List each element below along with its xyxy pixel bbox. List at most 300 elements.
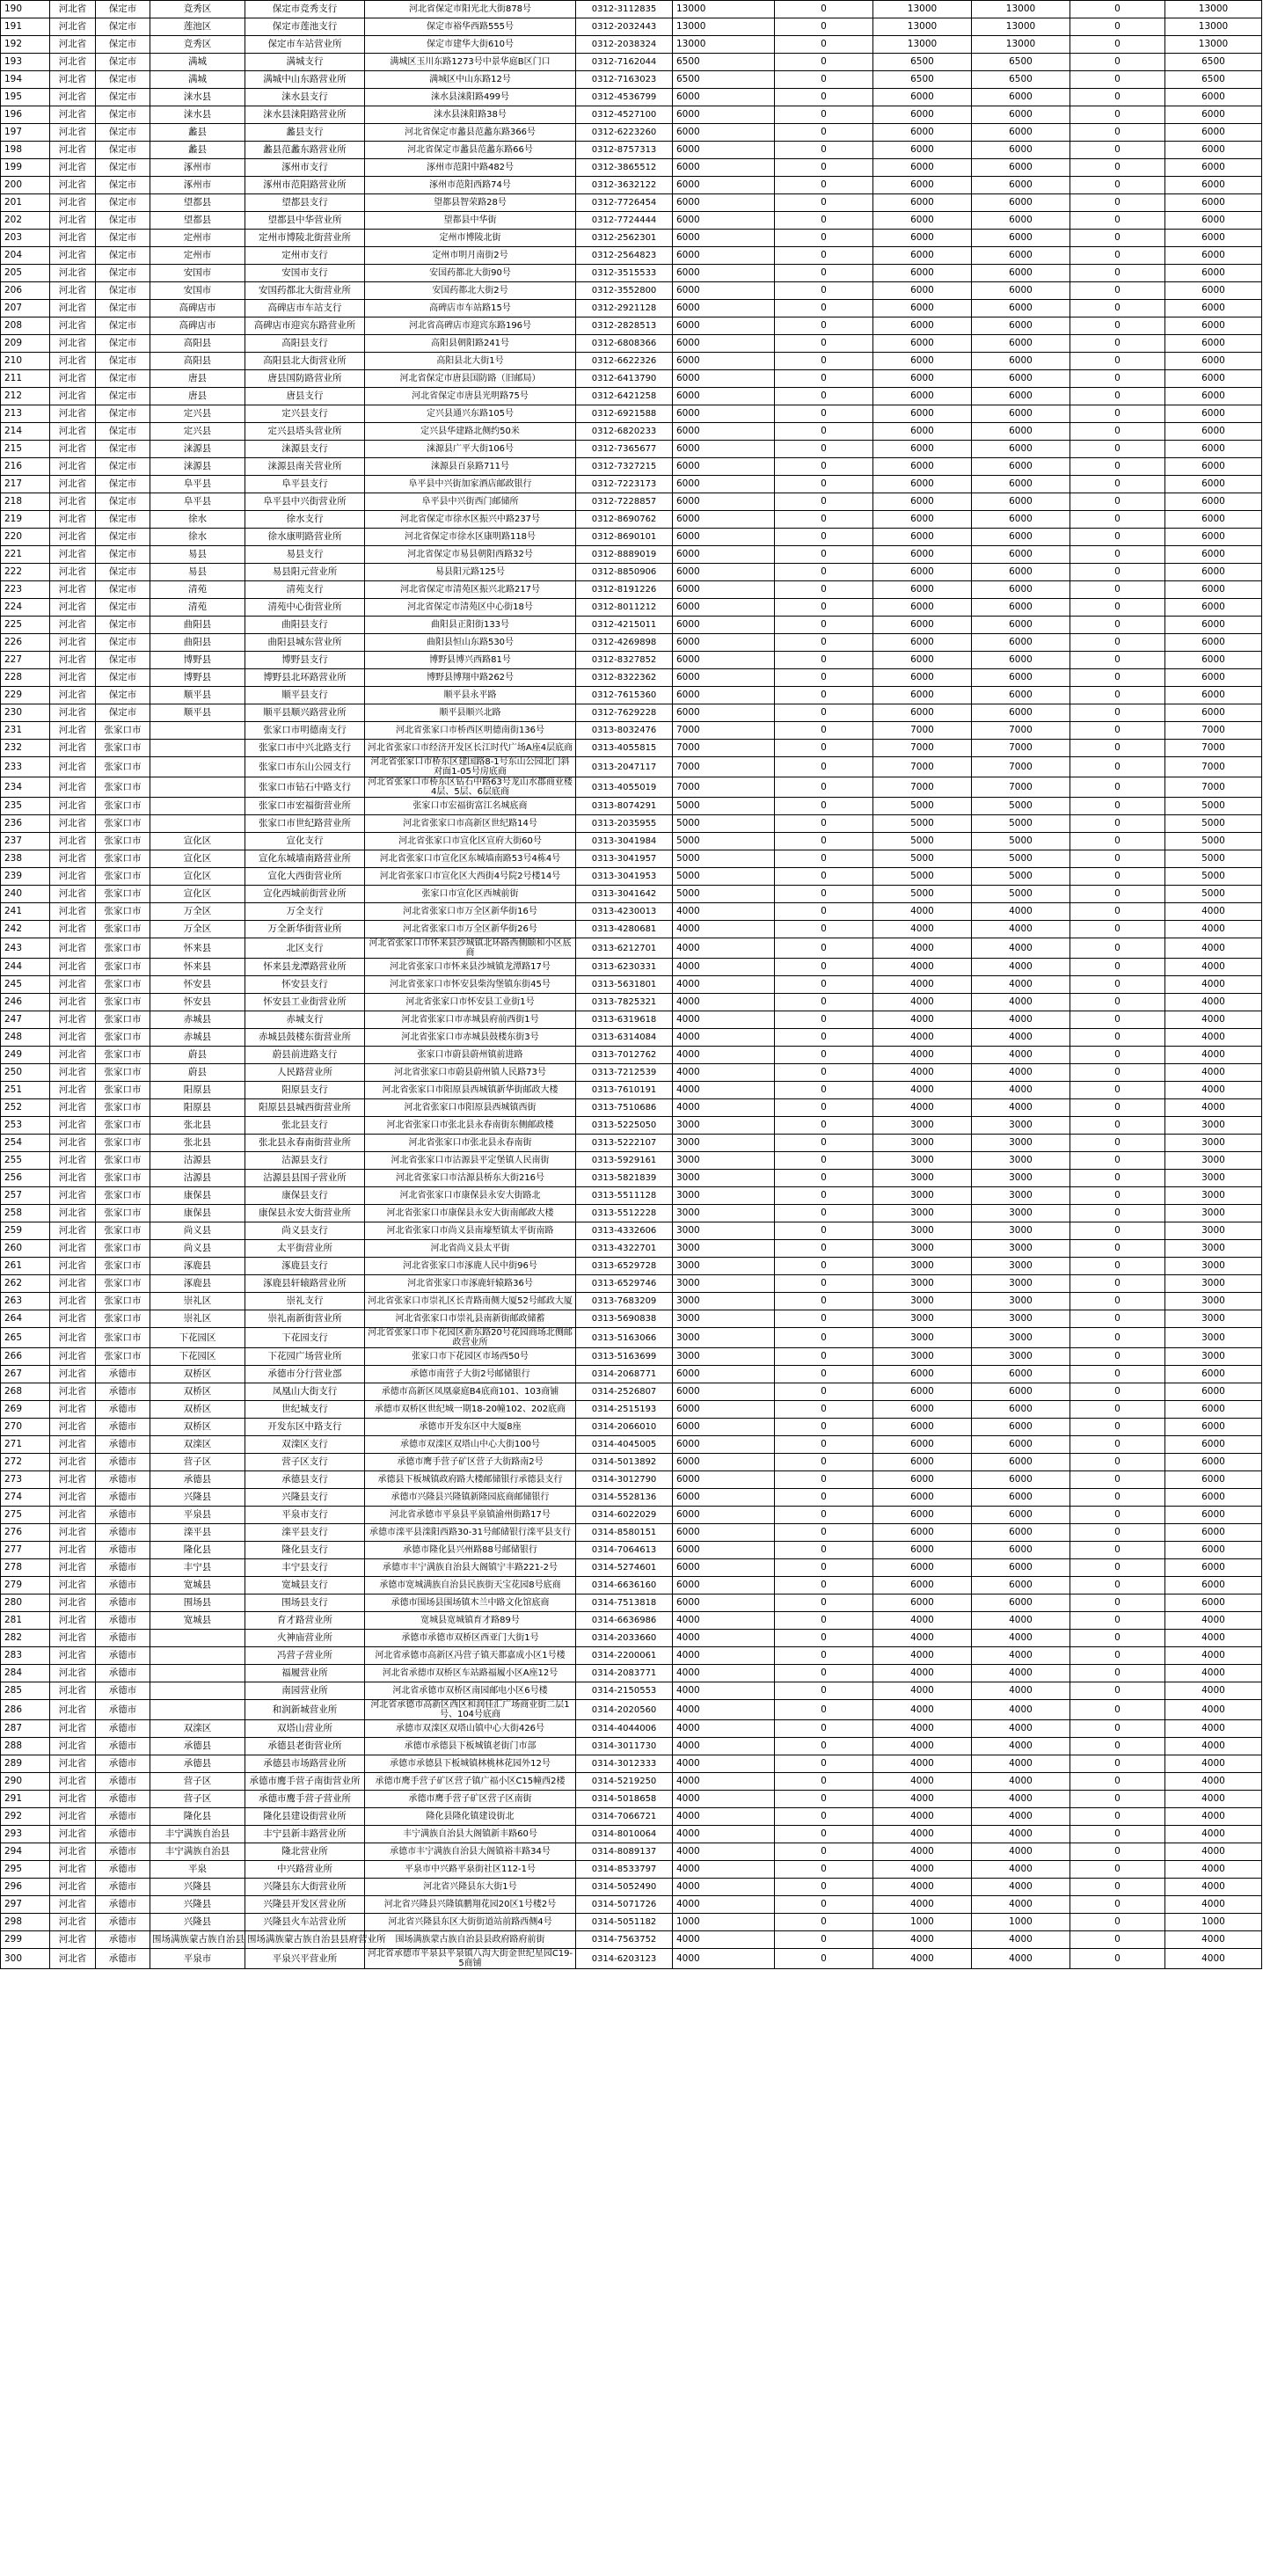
amount-e-cell: 0 <box>1070 493 1165 511</box>
address-cell: 河北省保定市徐水区振兴中路237号 <box>365 511 576 529</box>
amount-e-cell: 0 <box>1070 994 1165 1011</box>
amount-c-cell: 5000 <box>873 886 972 903</box>
table-row <box>1 1612 1262 1630</box>
address-cell: 河北省张家口市怀安县工业街1号 <box>365 994 576 1011</box>
province-cell: 河北省 <box>50 938 96 959</box>
branch-name-cell: 易县支行 <box>245 546 365 564</box>
phone-cell: 0314-6636160 <box>576 1577 673 1594</box>
branch-name-cell: 下花园广场营业所 <box>245 1348 365 1366</box>
province-cell: 河北省 <box>50 1348 96 1366</box>
amount-b-cell: 0 <box>775 722 873 740</box>
city-cell: 保定市 <box>96 564 150 581</box>
amount-e-cell: 0 <box>1070 617 1165 634</box>
amount-f-cell: 4000 <box>1165 959 1262 976</box>
city-cell: 承德市 <box>96 1720 150 1738</box>
phone-cell: 0314-2515193 <box>576 1401 673 1419</box>
amount-d-cell: 5000 <box>972 833 1070 850</box>
district-cell: 营子区 <box>150 1791 245 1808</box>
amount-c-cell: 7000 <box>873 740 972 757</box>
amount-e-cell: 0 <box>1070 976 1165 994</box>
amount-b-cell: 0 <box>775 493 873 511</box>
province-cell: 河北省 <box>50 1293 96 1310</box>
row-number-cell: 263 <box>1 1293 50 1310</box>
branch-name-cell: 北区支行 <box>245 938 365 959</box>
amount-b-cell: 0 <box>775 976 873 994</box>
row-number-cell: 270 <box>1 1419 50 1436</box>
phone-cell: 0314-3012333 <box>576 1755 673 1773</box>
amount-b-cell: 0 <box>775 798 873 815</box>
row-number-cell: 300 <box>1 1949 50 1969</box>
amount-b-cell: 0 <box>775 230 873 247</box>
row-number-cell: 221 <box>1 546 50 564</box>
province-cell: 河北省 <box>50 194 96 212</box>
amount-b-cell: 0 <box>775 1755 873 1773</box>
address-cell: 承德市开发东区中大厦8座 <box>365 1419 576 1436</box>
amount-a-cell: 6000 <box>673 124 775 142</box>
address-cell: 河北省兴隆县东大街1号 <box>365 1879 576 1896</box>
city-cell: 张家口市 <box>96 1310 150 1328</box>
branch-name-cell: 阳原县支行 <box>245 1082 365 1099</box>
amount-b-cell: 0 <box>775 903 873 921</box>
amount-b-cell: 0 <box>775 599 873 617</box>
row-number-cell: 267 <box>1 1366 50 1383</box>
table-row <box>1 1700 1262 1720</box>
phone-cell: 0313-7510686 <box>576 1099 673 1117</box>
province-cell: 河北省 <box>50 1738 96 1755</box>
amount-c-cell: 6000 <box>873 282 972 300</box>
city-cell: 保定市 <box>96 687 150 704</box>
row-number-cell: 296 <box>1 1879 50 1896</box>
phone-cell: 0312-6421258 <box>576 388 673 405</box>
province-cell: 河北省 <box>50 159 96 177</box>
row-number-cell: 266 <box>1 1348 50 1366</box>
phone-cell: 0312-3112835 <box>576 1 673 18</box>
amount-e-cell: 0 <box>1070 230 1165 247</box>
branch-name-cell: 兴隆县支行 <box>245 1489 365 1507</box>
amount-e-cell: 0 <box>1070 903 1165 921</box>
phone-cell: 0313-4055019 <box>576 777 673 798</box>
district-cell <box>150 1665 245 1682</box>
district-cell <box>150 815 245 833</box>
amount-b-cell: 0 <box>775 353 873 370</box>
amount-e-cell: 0 <box>1070 177 1165 194</box>
amount-b-cell: 0 <box>775 1914 873 1931</box>
amount-b-cell: 0 <box>775 1843 873 1861</box>
amount-c-cell: 3000 <box>873 1275 972 1293</box>
district-cell: 阜平县 <box>150 476 245 493</box>
amount-b-cell: 0 <box>775 1401 873 1419</box>
address-cell: 顺平县顺兴北路 <box>365 704 576 722</box>
amount-b-cell: 0 <box>775 511 873 529</box>
city-cell: 承德市 <box>96 1594 150 1612</box>
amount-e-cell: 0 <box>1070 36 1165 54</box>
amount-e-cell: 0 <box>1070 1240 1165 1258</box>
table-row <box>1 704 1262 722</box>
amount-e-cell: 0 <box>1070 868 1165 886</box>
table-row <box>1 1222 1262 1240</box>
district-cell: 涿州市 <box>150 177 245 194</box>
phone-cell: 0313-7212539 <box>576 1064 673 1082</box>
province-cell: 河北省 <box>50 1328 96 1348</box>
amount-e-cell: 0 <box>1070 1471 1165 1489</box>
city-cell: 张家口市 <box>96 722 150 740</box>
amount-d-cell: 6000 <box>972 1559 1070 1577</box>
district-cell: 定州市 <box>150 247 245 265</box>
amount-a-cell: 3000 <box>673 1293 775 1310</box>
address-cell: 定州市明月南街2号 <box>365 247 576 265</box>
province-cell: 河北省 <box>50 1489 96 1507</box>
row-number-cell: 211 <box>1 370 50 388</box>
address-cell: 顺平县永平路 <box>365 687 576 704</box>
branch-name-cell: 宣化大西街营业所 <box>245 868 365 886</box>
province-cell: 河北省 <box>50 1700 96 1720</box>
province-cell: 河北省 <box>50 1949 96 1969</box>
city-cell: 保定市 <box>96 247 150 265</box>
amount-e-cell: 0 <box>1070 687 1165 704</box>
amount-c-cell: 4000 <box>873 1896 972 1914</box>
city-cell: 保定市 <box>96 634 150 652</box>
row-number-cell: 216 <box>1 458 50 476</box>
phone-cell: 0312-2032443 <box>576 18 673 36</box>
province-cell: 河北省 <box>50 1401 96 1419</box>
province-cell: 河北省 <box>50 1896 96 1914</box>
district-cell: 赤城县 <box>150 1011 245 1029</box>
amount-b-cell: 0 <box>775 1489 873 1507</box>
amount-b-cell: 0 <box>775 1099 873 1117</box>
amount-f-cell: 7000 <box>1165 740 1262 757</box>
row-number-cell: 204 <box>1 247 50 265</box>
amount-d-cell: 6000 <box>972 1401 1070 1419</box>
city-cell: 张家口市 <box>96 1205 150 1222</box>
amount-f-cell: 4000 <box>1165 1665 1262 1682</box>
phone-cell: 0312-4269898 <box>576 634 673 652</box>
amount-c-cell: 6500 <box>873 54 972 71</box>
amount-f-cell: 3000 <box>1165 1170 1262 1187</box>
amount-b-cell: 0 <box>775 669 873 687</box>
branch-name-cell: 顺平县顺兴路营业所 <box>245 704 365 722</box>
phone-cell: 0312-8889019 <box>576 546 673 564</box>
amount-b-cell: 0 <box>775 1064 873 1082</box>
branch-name-cell: 徐水支行 <box>245 511 365 529</box>
amount-e-cell: 0 <box>1070 142 1165 159</box>
city-cell: 保定市 <box>96 704 150 722</box>
row-number-cell: 198 <box>1 142 50 159</box>
province-cell: 河北省 <box>50 757 96 777</box>
row-number-cell: 241 <box>1 903 50 921</box>
table-row <box>1 1258 1262 1275</box>
branch-name-cell: 宣化支行 <box>245 833 365 850</box>
branch-name-cell: 满城中山东路营业所 <box>245 71 365 89</box>
amount-a-cell: 4000 <box>673 1896 775 1914</box>
address-cell: 河北省张家口市阳原县西城镇新华街邮政大楼 <box>365 1082 576 1099</box>
amount-b-cell: 0 <box>775 1507 873 1524</box>
amount-b-cell: 0 <box>775 300 873 317</box>
row-number-cell: 233 <box>1 757 50 777</box>
address-cell: 承德市丰宁满族自治县大阁镇宁丰路221-2号 <box>365 1559 576 1577</box>
amount-a-cell: 6000 <box>673 1436 775 1454</box>
amount-d-cell: 4000 <box>972 1047 1070 1064</box>
province-cell: 河北省 <box>50 247 96 265</box>
phone-cell: 0314-6203123 <box>576 1949 673 1969</box>
row-number-cell: 246 <box>1 994 50 1011</box>
amount-c-cell: 6000 <box>873 493 972 511</box>
amount-f-cell: 6000 <box>1165 230 1262 247</box>
city-cell: 保定市 <box>96 212 150 230</box>
phone-cell: 0313-4322701 <box>576 1240 673 1258</box>
district-cell: 顺平县 <box>150 704 245 722</box>
amount-a-cell: 6000 <box>673 1383 775 1401</box>
table-row <box>1 71 1262 89</box>
address-cell: 涞源县百泉路711号 <box>365 458 576 476</box>
branch-name-cell: 福履营业所 <box>245 1665 365 1682</box>
address-cell: 河北省张家口市怀来县沙城镇北环路西侧颐和小区底商 <box>365 938 576 959</box>
row-number-cell: 210 <box>1 353 50 370</box>
city-cell: 保定市 <box>96 265 150 282</box>
amount-d-cell: 7000 <box>972 740 1070 757</box>
district-cell: 承德县 <box>150 1738 245 1755</box>
district-cell: 易县 <box>150 546 245 564</box>
table-row <box>1 1755 1262 1773</box>
table-row <box>1 1170 1262 1187</box>
amount-a-cell: 3000 <box>673 1275 775 1293</box>
amount-f-cell: 4000 <box>1165 1720 1262 1738</box>
amount-e-cell: 0 <box>1070 1 1165 18</box>
row-number-cell: 200 <box>1 177 50 194</box>
province-cell: 河北省 <box>50 106 96 124</box>
city-cell: 张家口市 <box>96 1029 150 1047</box>
amount-e-cell: 0 <box>1070 1275 1165 1293</box>
amount-d-cell: 4000 <box>972 921 1070 938</box>
district-cell: 营子区 <box>150 1454 245 1471</box>
city-cell: 保定市 <box>96 370 150 388</box>
amount-b-cell: 0 <box>775 1047 873 1064</box>
city-cell: 承德市 <box>96 1682 150 1700</box>
amount-d-cell: 6000 <box>972 476 1070 493</box>
city-cell: 张家口市 <box>96 868 150 886</box>
row-number-cell: 299 <box>1 1931 50 1949</box>
amount-e-cell: 0 <box>1070 1064 1165 1082</box>
amount-c-cell: 6000 <box>873 1383 972 1401</box>
amount-a-cell: 4000 <box>673 1755 775 1773</box>
amount-d-cell: 4000 <box>972 1843 1070 1861</box>
amount-f-cell: 6000 <box>1165 423 1262 441</box>
phone-cell: 0312-3632122 <box>576 177 673 194</box>
city-cell: 保定市 <box>96 142 150 159</box>
table-row <box>1 1949 1262 1969</box>
phone-cell: 0312-8690762 <box>576 511 673 529</box>
table-row <box>1 1879 1262 1896</box>
district-cell: 丰宁县 <box>150 1559 245 1577</box>
amount-a-cell: 6000 <box>673 282 775 300</box>
amount-c-cell: 6000 <box>873 546 972 564</box>
branch-name-cell: 阜平县中兴街营业所 <box>245 493 365 511</box>
city-cell: 承德市 <box>96 1914 150 1931</box>
amount-c-cell: 4000 <box>873 1647 972 1665</box>
province-cell: 河北省 <box>50 1791 96 1808</box>
city-cell: 保定市 <box>96 159 150 177</box>
phone-cell: 0314-6636986 <box>576 1612 673 1630</box>
city-cell: 张家口市 <box>96 850 150 868</box>
phone-cell: 0313-5222107 <box>576 1135 673 1152</box>
table-row <box>1 1773 1262 1791</box>
row-number-cell: 222 <box>1 564 50 581</box>
branch-name-cell: 康保县支行 <box>245 1187 365 1205</box>
amount-e-cell: 0 <box>1070 850 1165 868</box>
amount-f-cell: 6000 <box>1165 1507 1262 1524</box>
amount-b-cell: 0 <box>775 405 873 423</box>
district-cell <box>150 777 245 798</box>
phone-cell: 0314-8010064 <box>576 1826 673 1843</box>
amount-e-cell: 0 <box>1070 1401 1165 1419</box>
row-number-cell: 272 <box>1 1454 50 1471</box>
address-cell: 涞水县涞阳路38号 <box>365 106 576 124</box>
phone-cell: 0314-2526807 <box>576 1383 673 1401</box>
district-cell: 唐县 <box>150 388 245 405</box>
province-cell: 河北省 <box>50 798 96 815</box>
amount-a-cell: 7000 <box>673 757 775 777</box>
amount-e-cell: 0 <box>1070 1454 1165 1471</box>
amount-a-cell: 6000 <box>673 1524 775 1542</box>
phone-cell: 0312-4527100 <box>576 106 673 124</box>
amount-e-cell: 0 <box>1070 1559 1165 1577</box>
amount-a-cell: 5000 <box>673 815 775 833</box>
amount-f-cell: 6000 <box>1165 1419 1262 1436</box>
amount-d-cell: 6000 <box>972 1454 1070 1471</box>
address-cell: 河北省保定市蠡县范蠡东路66号 <box>365 142 576 159</box>
province-cell: 河北省 <box>50 1630 96 1647</box>
phone-cell: 0314-5013892 <box>576 1454 673 1471</box>
amount-c-cell: 6000 <box>873 652 972 669</box>
branch-name-cell: 沽源县支行 <box>245 1152 365 1170</box>
amount-f-cell: 4000 <box>1165 1949 1262 1969</box>
address-cell: 承德市承德县下板城镇老街门市部 <box>365 1738 576 1755</box>
table-row <box>1 1559 1262 1577</box>
amount-b-cell: 0 <box>775 652 873 669</box>
branch-name-cell: 定兴县支行 <box>245 405 365 423</box>
city-cell: 保定市 <box>96 89 150 106</box>
amount-e-cell: 0 <box>1070 1328 1165 1348</box>
table-row <box>1 1205 1262 1222</box>
row-number-cell: 242 <box>1 921 50 938</box>
amount-b-cell: 0 <box>775 106 873 124</box>
amount-e-cell: 0 <box>1070 106 1165 124</box>
amount-f-cell: 6000 <box>1165 1471 1262 1489</box>
amount-d-cell: 6000 <box>972 669 1070 687</box>
city-cell: 保定市 <box>96 493 150 511</box>
amount-b-cell: 0 <box>775 1310 873 1328</box>
branch-name-cell: 张北县支行 <box>245 1117 365 1135</box>
address-cell: 河北省张家口市康保县永安大街路北 <box>365 1187 576 1205</box>
branch-name-cell: 宣化西城前街营业所 <box>245 886 365 903</box>
amount-d-cell: 6000 <box>972 159 1070 177</box>
table-row <box>1 959 1262 976</box>
row-number-cell: 239 <box>1 868 50 886</box>
amount-c-cell: 5000 <box>873 868 972 886</box>
branch-name-cell: 承德市鹰手营子营业所 <box>245 1791 365 1808</box>
city-cell: 承德市 <box>96 1383 150 1401</box>
amount-b-cell: 0 <box>775 529 873 546</box>
row-number-cell: 275 <box>1 1507 50 1524</box>
amount-d-cell: 4000 <box>972 1949 1070 1969</box>
table-row <box>1 423 1262 441</box>
row-number-cell: 251 <box>1 1082 50 1099</box>
table-row <box>1 757 1262 777</box>
amount-e-cell: 0 <box>1070 1700 1165 1720</box>
city-cell: 保定市 <box>96 194 150 212</box>
branch-name-cell: 高碑店市迎宾东路营业所 <box>245 317 365 335</box>
province-cell: 河北省 <box>50 71 96 89</box>
address-cell: 河北省张家口市桥东区建国路8-1号东山公园北门斜对面1-05号房底商 <box>365 757 576 777</box>
row-number-cell: 258 <box>1 1205 50 1222</box>
amount-d-cell: 6000 <box>972 1383 1070 1401</box>
table-row <box>1 868 1262 886</box>
amount-f-cell: 4000 <box>1165 1773 1262 1791</box>
province-cell: 河北省 <box>50 617 96 634</box>
amount-c-cell: 6000 <box>873 458 972 476</box>
phone-cell: 0314-4045005 <box>576 1436 673 1454</box>
district-cell <box>150 722 245 740</box>
amount-d-cell: 1000 <box>972 1914 1070 1931</box>
district-cell: 宣化区 <box>150 850 245 868</box>
district-cell: 高碑店市 <box>150 300 245 317</box>
district-cell: 高阳县 <box>150 353 245 370</box>
amount-f-cell: 3000 <box>1165 1310 1262 1328</box>
amount-d-cell: 4000 <box>972 938 1070 959</box>
city-cell: 张家口市 <box>96 1011 150 1029</box>
amount-d-cell: 4000 <box>972 1826 1070 1843</box>
row-number-cell: 247 <box>1 1011 50 1029</box>
province-cell: 河北省 <box>50 1029 96 1047</box>
amount-c-cell: 3000 <box>873 1348 972 1366</box>
amount-e-cell: 0 <box>1070 1205 1165 1222</box>
address-cell: 河北省张家口市崇礼县南新街邮政储蓄 <box>365 1310 576 1328</box>
table-row <box>1 405 1262 423</box>
phone-cell: 0312-8011212 <box>576 599 673 617</box>
amount-e-cell: 0 <box>1070 1047 1165 1064</box>
district-cell: 沽源县 <box>150 1170 245 1187</box>
amount-c-cell: 6000 <box>873 89 972 106</box>
row-number-cell: 194 <box>1 71 50 89</box>
province-cell: 河北省 <box>50 740 96 757</box>
city-cell: 保定市 <box>96 476 150 493</box>
city-cell: 承德市 <box>96 1436 150 1454</box>
amount-c-cell: 5000 <box>873 798 972 815</box>
branch-name-cell: 丰宁县支行 <box>245 1559 365 1577</box>
province-cell: 河北省 <box>50 317 96 335</box>
amount-d-cell: 4000 <box>972 1700 1070 1720</box>
city-cell: 保定市 <box>96 18 150 36</box>
amount-d-cell: 6000 <box>972 1366 1070 1383</box>
amount-f-cell: 6000 <box>1165 581 1262 599</box>
amount-b-cell: 0 <box>775 704 873 722</box>
amount-a-cell: 4000 <box>673 976 775 994</box>
phone-cell: 0314-5018658 <box>576 1791 673 1808</box>
amount-f-cell: 6000 <box>1165 493 1262 511</box>
amount-c-cell: 6000 <box>873 529 972 546</box>
amount-a-cell: 4000 <box>673 959 775 976</box>
amount-f-cell: 6000 <box>1165 669 1262 687</box>
amount-a-cell: 6000 <box>673 617 775 634</box>
amount-d-cell: 6000 <box>972 1524 1070 1542</box>
amount-f-cell: 6000 <box>1165 142 1262 159</box>
amount-c-cell: 6000 <box>873 1594 972 1612</box>
branch-name-cell: 承德县老街营业所 <box>245 1738 365 1755</box>
province-cell: 河北省 <box>50 1861 96 1879</box>
table-row <box>1 1682 1262 1700</box>
table-row <box>1 1507 1262 1524</box>
amount-a-cell: 6000 <box>673 142 775 159</box>
amount-b-cell: 0 <box>775 815 873 833</box>
